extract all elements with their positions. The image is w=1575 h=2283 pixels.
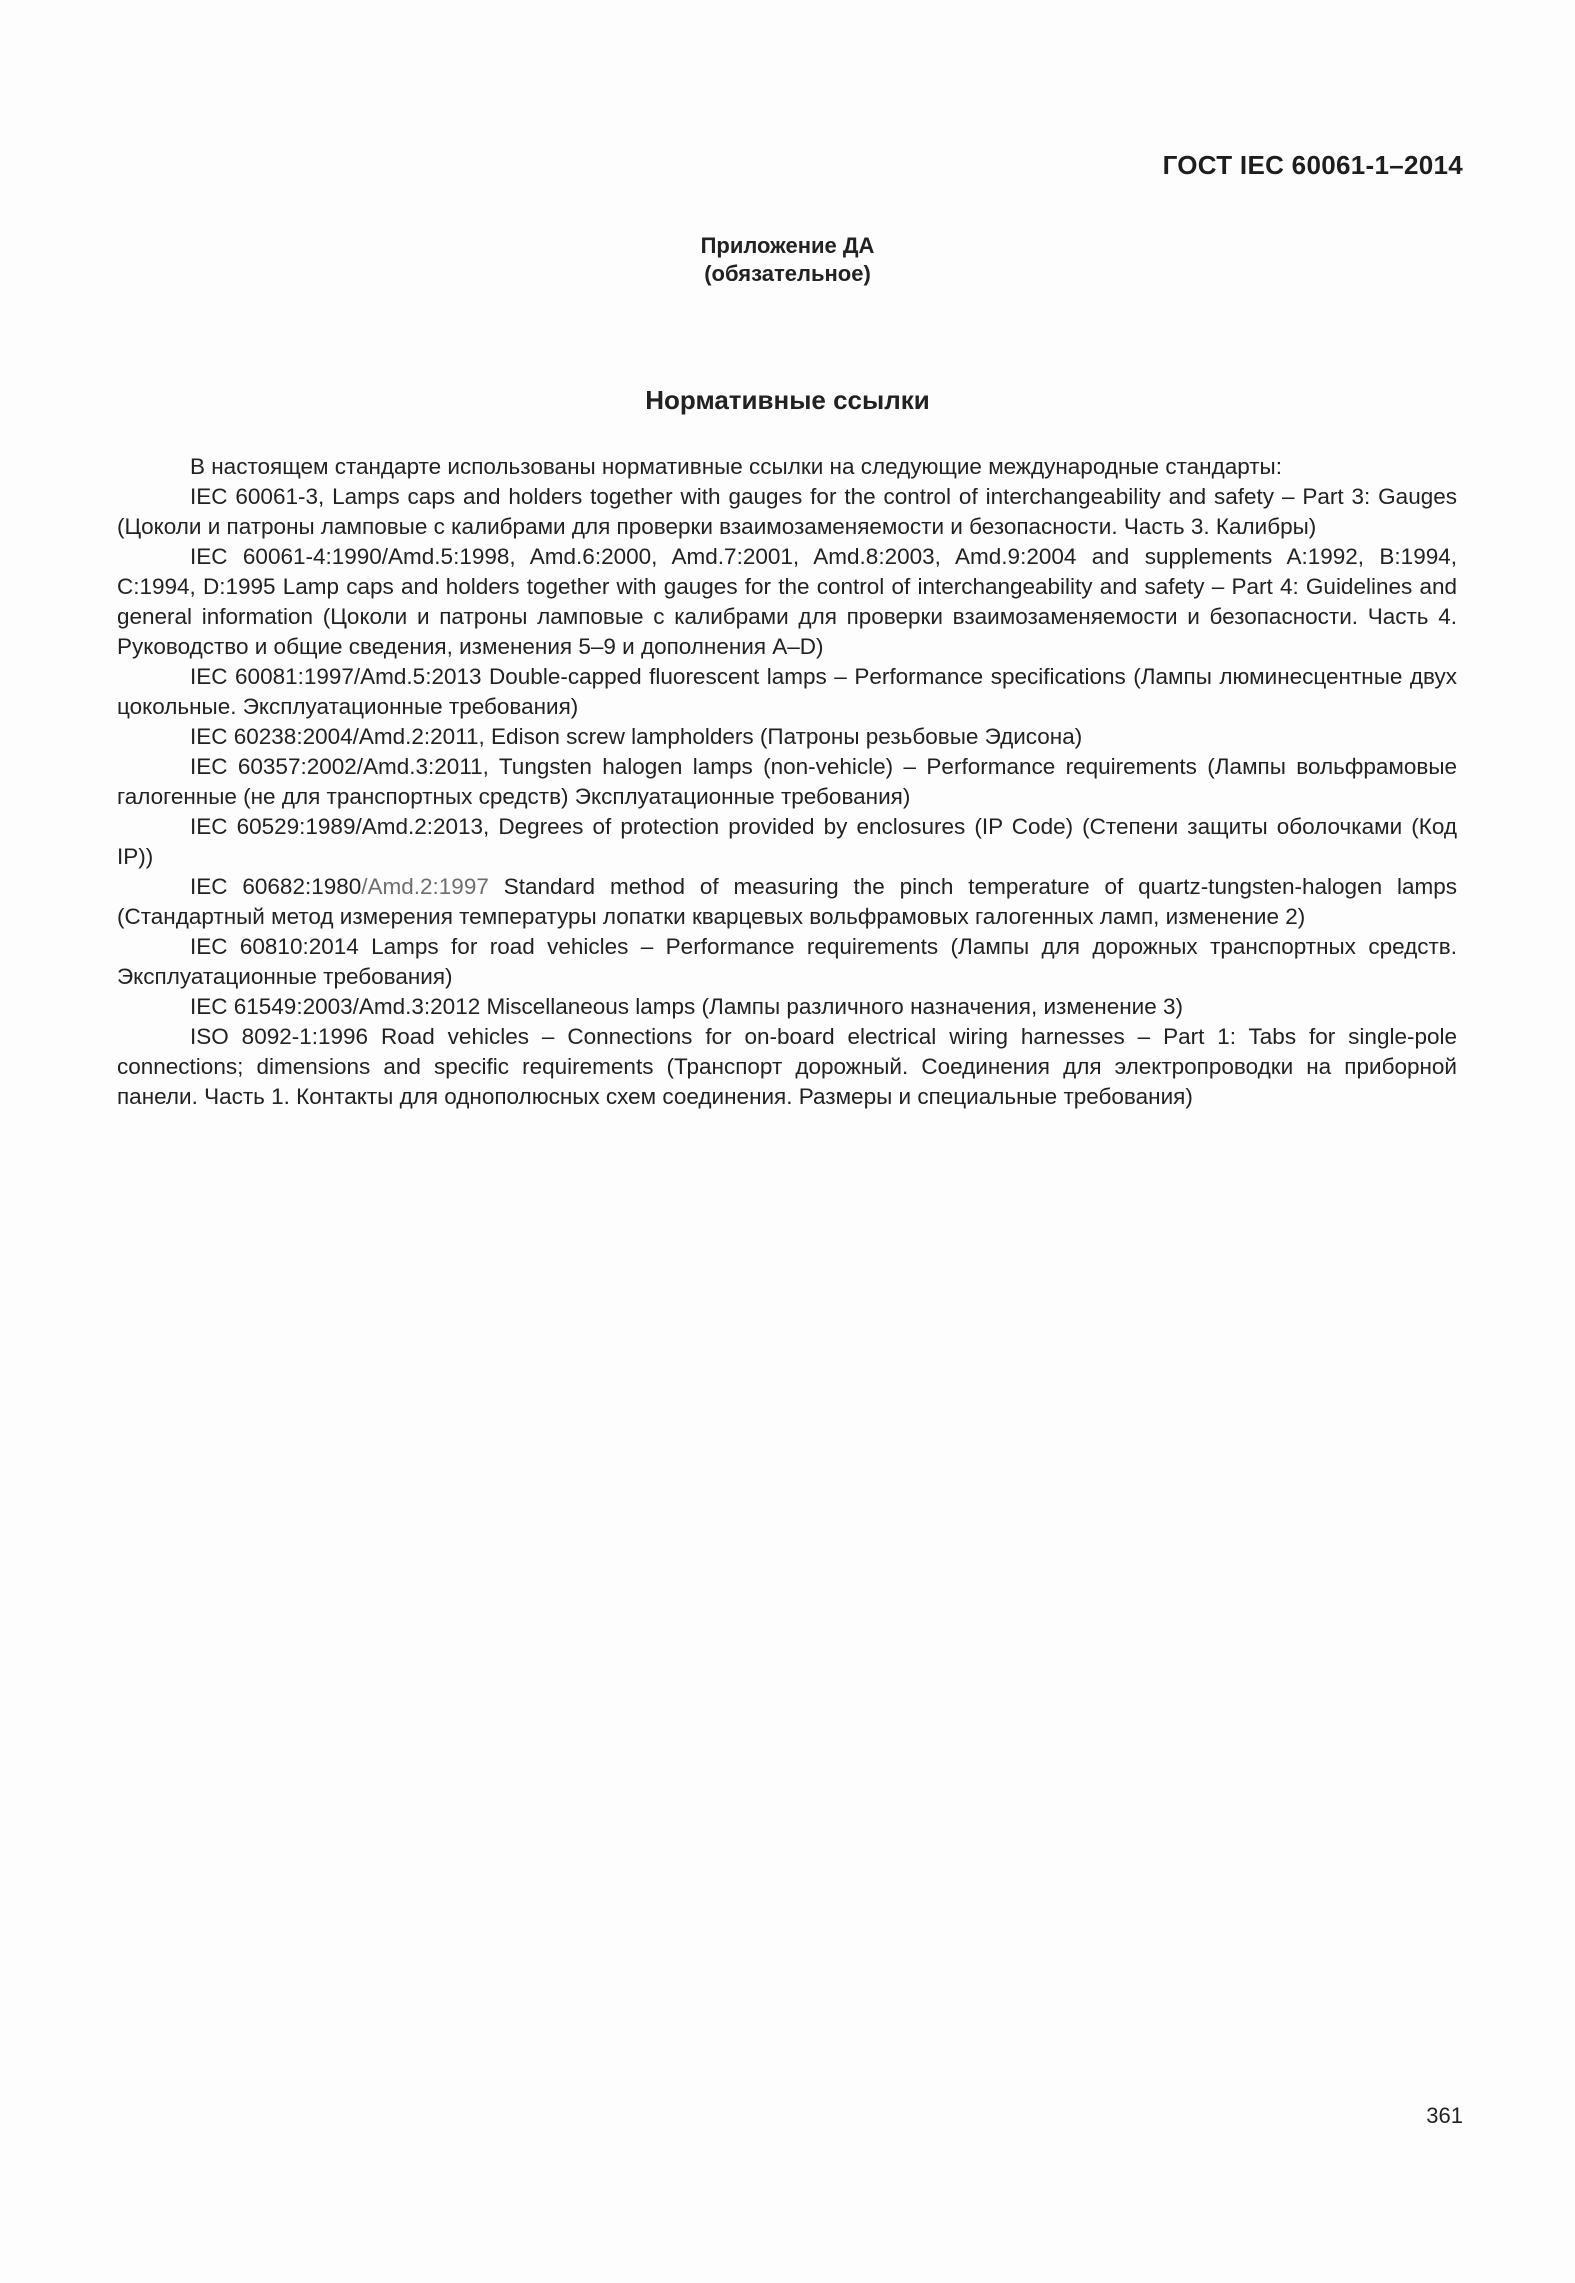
reference-item-iec-60357: IEC 60357:2002/Amd.3:2011, Tungsten halogen lamps (non-vehicle) – Performance requirements (Лампы вольфрамовые галогенные (не для транспортных средств) Эксплуатационные требования) xyxy=(117,754,1457,809)
reference-item-iec-60682 xyxy=(117,872,1457,932)
reference-item-iec-60061-3: IEC 60061-3, Lamps caps and holders together with gauges for the control of interchangeability and safety – Part 3: Gauges (Цоколи и патроны ламповые с калибрами для проверки взаимозаменяемости и безопасности. Часть 3. Калибры) xyxy=(117,484,1457,539)
reference-item-iec-60238: IEC 60238:2004/Amd.2:2011, Edison screw lampholders (Патроны резьбовые Эдисона) xyxy=(190,724,1083,749)
reference-item-iec-60529: IEC 60529:1989/Amd.2:2013, Degrees of protection provided by enclosures (IP Code) (Степени защиты оболочками (Код IP)) xyxy=(117,814,1457,869)
section-title: Нормативные ссылки xyxy=(645,385,930,415)
reference-item-iec-60081: IEC 60081:1997/Amd.5:2013 Double-capped fluorescent lamps – Performance specifications (Лампы люминесцентные двух цокольные. Эксплуатационные требования) xyxy=(117,664,1457,719)
reference-item-iec-60810: IEC 60810:2014 Lamps for road vehicles – Performance requirements (Лампы для дорожных транспортных средств. Эксплуатационные требования) xyxy=(117,934,1457,989)
page-number: 361 xyxy=(1426,2103,1463,2128)
reference-amendment: /Amd.2:1997 xyxy=(361,874,489,899)
annex-subtitle: (обязательное) xyxy=(704,261,871,286)
intro-paragraph: В настоящем стандарте использованы нормативные ссылки на следующие международные стандарты: xyxy=(190,454,1282,479)
document-header-id: ГОСТ IEC 60061-1–2014 xyxy=(1162,150,1463,180)
reference-description: Standard method of measuring the pinch temperature of quartz-tungsten-halogen lamps (Стандартный метод измерения температуры лопатки кварцевых вольфрамовых галогенных ламп, изменение 2) xyxy=(117,874,1457,929)
reference-item-iec-61549: IEC 61549:2003/Amd.3:2012 Miscellaneous lamps (Лампы различного назначения, изменение 3) xyxy=(190,994,1184,1019)
reference-code: IEC 60682:1980 xyxy=(190,874,362,899)
references-body xyxy=(117,452,1457,1112)
annex-title: Приложение ДА xyxy=(700,233,875,258)
reference-item-iso-8092-1: ISO 8092-1:1996 Road vehicles – Connections for on-board electrical wiring harnesses – Part 1: Tabs for single-pole connections; dimensions and specific requirements (Транспорт дорожный. Соединения для электропроводки на приборной панели. Часть 1. Контакты для однополюсных схем соединения. Размеры и специальные требования) xyxy=(117,1024,1457,1109)
reference-item-iec-60061-4: IEC 60061-4:1990/Amd.5:1998, Amd.6:2000, Amd.7:2001, Amd.8:2003, Amd.9:2004 and supplements A:1992, B:1994, C:1994, D:1995 Lamp caps and holders together with gauges for the control of interchangeability and safety – Part 4: Guidelines and general information (Цоколи и патроны ламповые с калибрами для проверки взаимозаменяемости и безопасности. Часть 4. Руководство и общие сведения, изменения 5–9 и дополнения A–D) xyxy=(117,544,1457,659)
annex-heading xyxy=(0,232,1575,288)
